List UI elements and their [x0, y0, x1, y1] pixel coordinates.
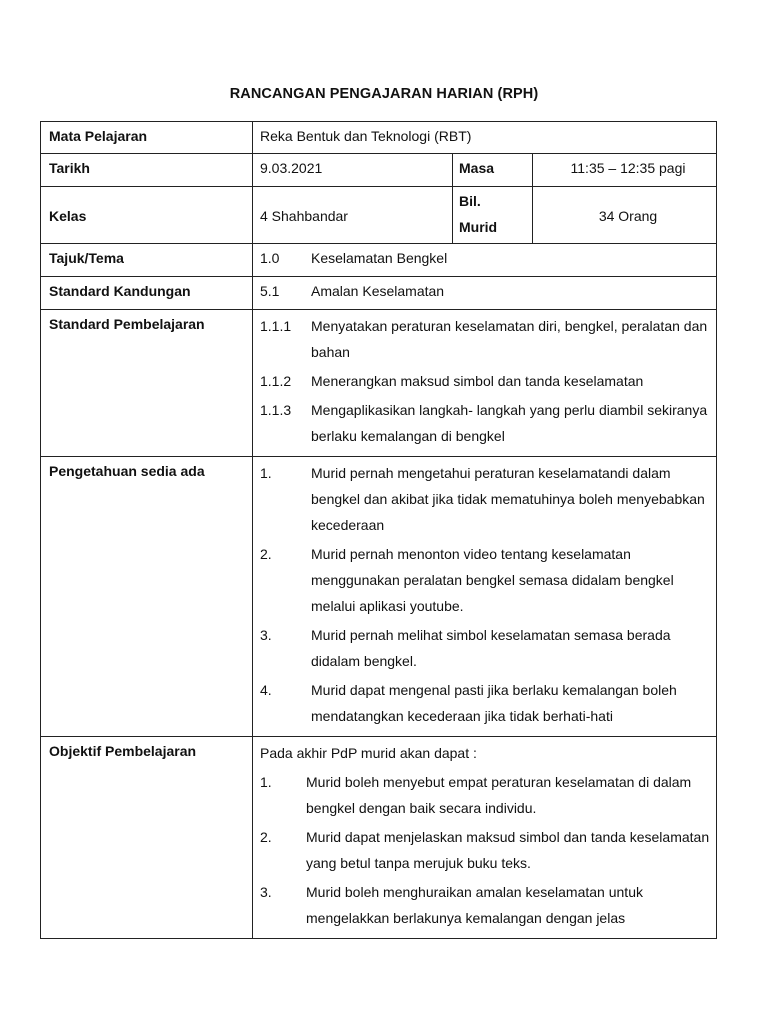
item-text: Murid dapat mengenal pasti jika berlaku kemalangan boleh mendatangkan kecederaan jika tidak berhati-hati	[311, 682, 677, 724]
standard-pembelajaran-item	[260, 397, 716, 449]
pengetahuan-cell	[253, 457, 717, 737]
standard-kandungan-number: 5.1	[260, 283, 280, 299]
pengetahuan-item	[260, 541, 716, 619]
tajuk-value-cell	[253, 244, 717, 277]
item-number: 1.1.2	[260, 373, 292, 389]
item-text: Menyatakan peraturan keselamatan diri, bengkel, peralatan dan bahan	[311, 318, 708, 360]
objektif-item	[260, 879, 716, 931]
objektif-item	[260, 769, 716, 821]
objektif-label: Objektif Pembelajaran	[41, 737, 253, 939]
standard-kandungan-value: Amalan Keselamatan	[311, 283, 445, 299]
standard-pembelajaran-label: Standard Pembelajaran	[41, 310, 253, 457]
item-number: 1.1.3	[260, 402, 292, 418]
item-text: Murid dapat menjelaskan maksud simbol dan tanda keselamatan yang betul tanpa merujuk buku teks.	[306, 829, 710, 871]
item-text: Murid pernah menonton video tentang keselamatan menggunakan peralatan bengkel semasa didalam bengkel melalui aplikasi youtube.	[311, 546, 674, 614]
tajuk-label: Tajuk/Tema	[41, 244, 253, 277]
row-standard-kandungan	[41, 277, 717, 310]
tajuk-value: Keselamatan Bengkel	[311, 250, 448, 266]
item-number: 4.	[260, 682, 272, 698]
kelas-value: 4 Shahbandar	[253, 187, 453, 244]
objektif-intro: Pada akhir PdP murid akan dapat :	[260, 745, 477, 761]
item-number: 1.	[260, 465, 272, 481]
pengetahuan-item	[260, 460, 716, 538]
bil-murid-label-line2: Murid	[459, 219, 498, 235]
standard-kandungan-label: Standard Kandungan	[41, 277, 253, 310]
row-standard-pembelajaran	[41, 310, 717, 457]
bil-murid-label	[453, 187, 533, 244]
item-text: Murid pernah mengetahui peraturan keselamatandi dalam bengkel dan akibat jika tidak mematuhinya boleh menyebabkan kecederaan	[311, 465, 705, 533]
item-text: Murid boleh menghuraikan amalan keselamatan untuk mengelakkan berlakunya kemalangan dengan jelas	[306, 884, 643, 926]
item-number: 2.	[260, 546, 272, 562]
mata-pelajaran-label: Mata Pelajaran	[41, 122, 253, 154]
rph-table	[40, 121, 717, 939]
objektif-cell	[253, 737, 717, 939]
tajuk-number: 1.0	[260, 250, 280, 266]
row-objektif	[41, 737, 717, 939]
objektif-item	[260, 824, 716, 876]
pengetahuan-label: Pengetahuan sedia ada	[41, 457, 253, 737]
row-mata-pelajaran	[41, 122, 717, 154]
item-text: Murid pernah melihat simbol keselamatan semasa berada didalam bengkel.	[311, 627, 671, 669]
item-number: 3.	[260, 627, 272, 643]
item-number: 1.1.1	[260, 318, 292, 334]
item-text: Menerangkan maksud simbol dan tanda keselamatan	[311, 373, 644, 389]
item-text: Mengaplikasikan langkah- langkah yang perlu diambil sekiranya berlaku kemalangan di bengkel	[311, 402, 708, 444]
standard-kandungan-value-cell	[253, 277, 717, 310]
pengetahuan-item	[260, 622, 716, 674]
mata-pelajaran-value: Reka Bentuk dan Teknologi (RBT)	[253, 122, 717, 154]
item-text: Murid boleh menyebut empat peraturan keselamatan di dalam bengkel dengan baik secara individu.	[306, 774, 692, 816]
standard-pembelajaran-item	[260, 368, 716, 394]
kelas-label: Kelas	[41, 187, 253, 244]
standard-pembelajaran-item	[260, 313, 716, 365]
bil-murid-label-line1: Bil.	[459, 193, 481, 209]
row-pengetahuan	[41, 457, 717, 737]
bil-murid-value: 34 Orang	[533, 187, 717, 244]
item-number: 1.	[260, 774, 272, 790]
row-tajuk	[41, 244, 717, 277]
row-kelas	[41, 187, 717, 244]
item-number: 3.	[260, 884, 272, 900]
pengetahuan-item	[260, 677, 716, 729]
masa-value: 11:35 – 12:35 pagi	[533, 154, 717, 187]
row-tarikh	[41, 154, 717, 187]
document-title: RANCANGAN PENGAJARAN HARIAN (RPH)	[229, 86, 539, 102]
tarikh-value: 9.03.2021	[253, 154, 453, 187]
standard-pembelajaran-cell	[253, 310, 717, 457]
item-number: 2.	[260, 829, 272, 845]
tarikh-label: Tarikh	[41, 154, 253, 187]
masa-label: Masa	[453, 154, 533, 187]
